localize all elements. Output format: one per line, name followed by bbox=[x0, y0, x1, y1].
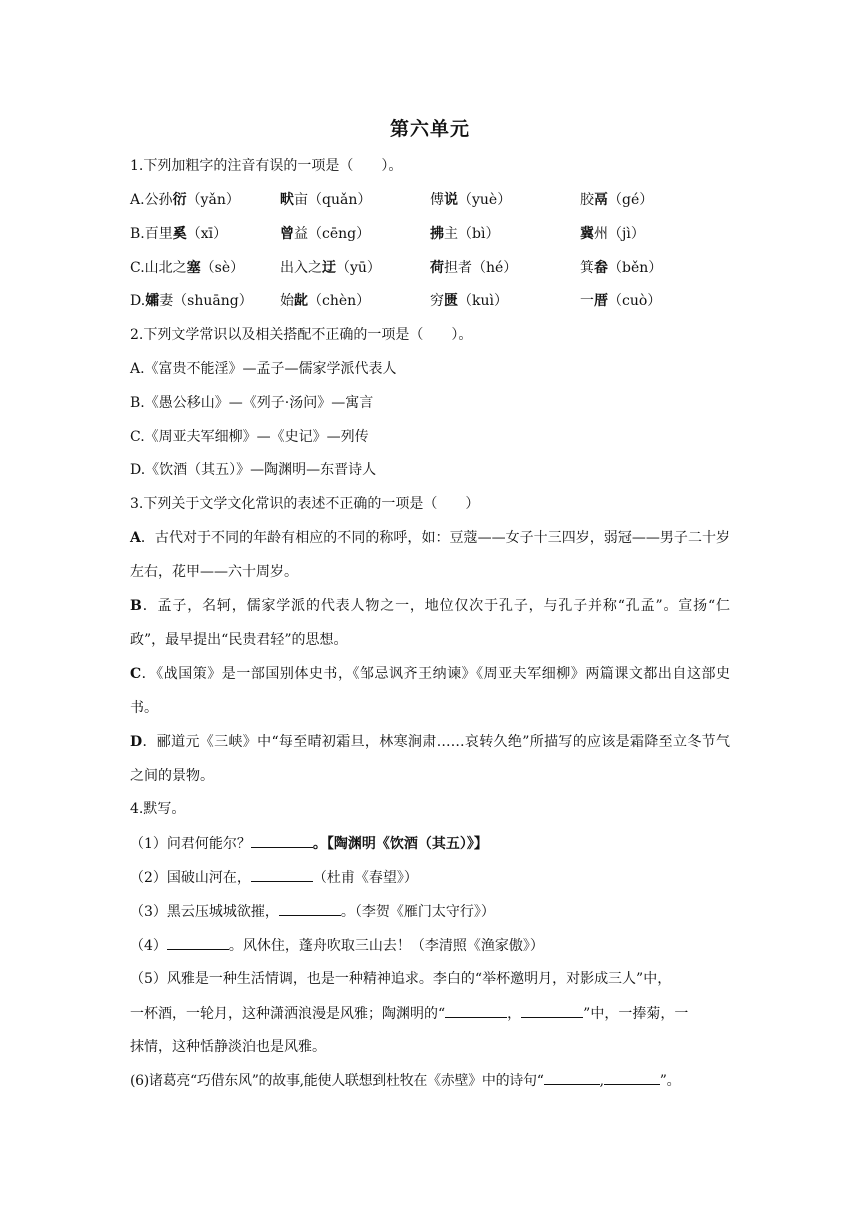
q1-b-item-4: 冀州（jì） bbox=[580, 226, 645, 242]
q1-d-item-4: 一厝（cuò） bbox=[580, 293, 662, 309]
q3-option-d: D．郦道元《三峡》中“每至晴初霜旦，林寒涧肃……哀转久绝”所描写的应该是霜降至立冬节气之间的景物。 bbox=[130, 734, 730, 784]
q4-item-4: （4） 。风休住，蓬舟吹取三山去！（李清照《渔家傲》） bbox=[130, 935, 730, 956]
q1-d-item-2: 始龀（chèn） bbox=[280, 293, 371, 309]
q1-c-item-4: 箕畚（běn） bbox=[580, 260, 663, 276]
answer-blank[interactable] bbox=[279, 901, 341, 916]
q1-d-item-3: 穷匮（kuì） bbox=[430, 293, 508, 309]
q1-a-item-4: 胶鬲（gé） bbox=[580, 192, 654, 208]
q1-row-a bbox=[130, 190, 730, 210]
q4-stem: 4.默写。 bbox=[130, 801, 186, 817]
q1-stem: 1.下列加粗字的注音有误的一项是（ ）。 bbox=[130, 158, 403, 174]
answer-blank[interactable] bbox=[521, 1003, 583, 1018]
q1-a-item-2: 畎亩（quǎn） bbox=[280, 192, 372, 208]
q1-a-item-3: 傅说（yuè） bbox=[430, 192, 512, 208]
q4-item-5-line-3: 抹情，这种恬静淡泊也是风雅。 bbox=[130, 1039, 326, 1055]
q3-option-c: C．《战国策》是一部国别体史书，《邹忌讽齐王纳谏》《周亚夫军细柳》两篇课文都出自这部史书。 bbox=[130, 666, 730, 716]
q4-item-5-line-1: （5）风雅是一种生活情调，也是一种精神追求。李白的“举杯邀明月，对影成三人”中， bbox=[130, 971, 672, 987]
answer-blank[interactable] bbox=[544, 1070, 600, 1085]
q3-option-a: A．古代对于不同的年龄有相应的不同的称呼，如：豆蔻——女子十三四岁，弱冠——男子二十岁左右，花甲——六十周岁。 bbox=[130, 530, 730, 580]
q2-stem: 2.下列文学常识以及相关搭配不正确的一项是（ ）。 bbox=[130, 327, 473, 343]
q1-option-d: D.孀妻（shuāng） bbox=[130, 293, 253, 309]
q1-b-item-2: 曾益（cēng） bbox=[280, 226, 371, 242]
q1-row-d bbox=[130, 291, 730, 311]
q1-option-c: C.山北之塞（sè） bbox=[130, 260, 245, 276]
answer-blank[interactable] bbox=[251, 833, 313, 848]
answer-blank[interactable] bbox=[167, 935, 229, 950]
q2-option-c: C.《周亚夫军细柳》—《史记》—列传 bbox=[130, 429, 369, 445]
q1-row-b bbox=[130, 224, 730, 244]
q4-item-6: (6)诸葛亮“巧借东风”的故事,能使人联想到杜牧在《赤壁》中的诗句“ , ”。 bbox=[130, 1070, 740, 1091]
q1-option-b: B.百里奚（xī） bbox=[130, 226, 228, 242]
q1-c-item-2: 出入之迂（yū） bbox=[280, 260, 381, 276]
q4-item-3: （3）黑云压城城欲摧， 。（李贺《雁门太守行》） bbox=[130, 901, 730, 922]
q1-c-item-3: 荷担者（hé） bbox=[430, 260, 518, 276]
q2-option-b: B.《愚公移山》—《列子·汤问》—寓言 bbox=[130, 395, 374, 411]
q3-stem: 3.下列关于文学文化常识的表述不正确的一项是（ ） bbox=[130, 496, 480, 512]
q4-item-2: （2）国破山河在， （杜甫《春望》） bbox=[130, 867, 730, 888]
q1-option-a: A.公孙衍（yǎn） bbox=[130, 192, 240, 208]
q2-option-a: A.《富贵不能淫》—孟子—儒家学派代表人 bbox=[130, 361, 397, 377]
page-title: 第六单元 bbox=[389, 118, 470, 140]
q4-item-5-line-2: 一杯酒，一轮月，这种潇洒浪漫是风雅；陶渊明的“ ， ”中，一捧菊，一 bbox=[130, 1003, 730, 1024]
answer-blank[interactable] bbox=[445, 1003, 507, 1018]
q4-item-1: （1）问君何能尔？ 。【陶渊明《饮酒（其五）》】 bbox=[130, 833, 730, 854]
q1-b-item-3: 拂主（bì） bbox=[430, 226, 500, 242]
q2-option-d: D.《饮酒（其五）》—陶渊明—东晋诗人 bbox=[130, 462, 377, 478]
q1-row-c bbox=[130, 258, 730, 278]
answer-blank[interactable] bbox=[251, 867, 313, 882]
q3-option-b: B．孟子，名轲，儒家学派的代表人物之一，地位仅次于孔子，与孔子并称“孔孟”。宣扬“仁政”，最早提出“民贵君轻”的思想。 bbox=[130, 598, 730, 648]
answer-blank[interactable] bbox=[604, 1070, 660, 1085]
